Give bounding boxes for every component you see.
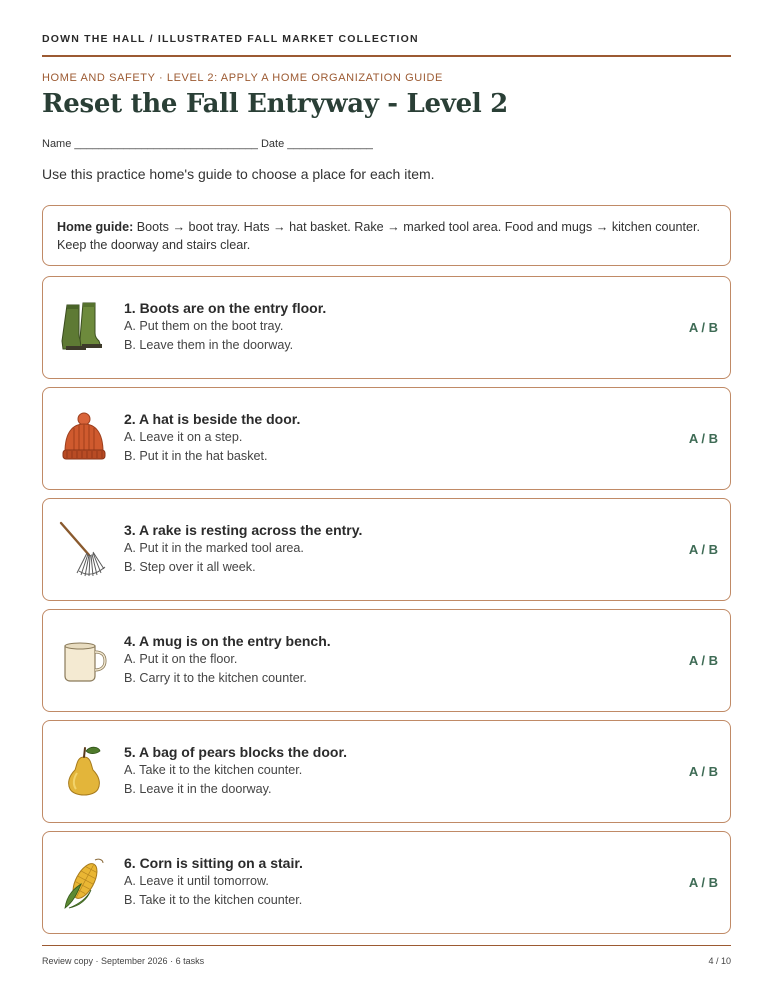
page-number: 4 / 10 <box>708 956 731 966</box>
task-card-4 <box>42 609 731 712</box>
task-option-a: A. Leave it on a step. <box>124 430 243 444</box>
answer-choice[interactable]: A / B <box>688 764 718 779</box>
task-option-b: B. Carry it to the kitchen counter. <box>124 671 307 685</box>
task-option-b: B. Step over it all week. <box>124 560 256 574</box>
answer-choice[interactable]: A / B <box>688 320 718 335</box>
mug-icon <box>57 632 111 688</box>
task-option-a: A. Leave it until tomorrow. <box>124 874 269 888</box>
task-card-1 <box>42 276 731 379</box>
home-guide-label: Home guide: <box>57 220 134 234</box>
task-option-b: B. Leave them in the doorway. <box>124 338 294 352</box>
task-question: 2. A hat is beside the door. <box>124 411 301 427</box>
task-card-2 <box>42 387 731 490</box>
instruction-text: Use this practice home's guide to choose a place for each item. <box>42 166 435 182</box>
rake-icon <box>57 521 111 577</box>
worksheet-page <box>42 0 731 1000</box>
answer-choice[interactable]: A / B <box>688 875 718 890</box>
task-question: 5. A bag of pears blocks the door. <box>124 744 348 760</box>
task-option-b: B. Leave it in the doorway. <box>124 782 272 796</box>
task-option-a: A. Put it in the marked tool area. <box>124 541 304 555</box>
task-card-3 <box>42 498 731 601</box>
answer-choice[interactable]: A / B <box>688 653 718 668</box>
task-card-5 <box>42 720 731 823</box>
task-card-6 <box>42 831 731 934</box>
footer-rule <box>42 945 731 946</box>
page-title: Reset the Fall Entryway - Level 2 <box>42 89 508 119</box>
task-option-a: A. Put them on the boot tray. <box>124 319 284 333</box>
series-title: DOWN THE HALL / ILLUSTRATED FALL MARKET COLLECTION <box>42 33 419 45</box>
task-question: 4. A mug is on the entry bench. <box>124 633 331 649</box>
pear-icon <box>57 743 111 799</box>
knit-hat-icon <box>57 410 111 466</box>
task-question: 3. A rake is resting across the entry. <box>124 522 363 538</box>
task-question: 1. Boots are on the entry floor. <box>124 300 327 316</box>
task-option-a: A. Take it to the kitchen counter. <box>124 763 303 777</box>
home-guide-text: Boots → boot tray. Hats → hat basket. Rake → marked tool area. Food and mugs → kitchen counter. Keep the doorway and stairs clear. <box>57 220 701 252</box>
answer-choice[interactable]: A / B <box>688 431 718 446</box>
header-rule <box>42 55 731 57</box>
answer-choice[interactable]: A / B <box>688 542 718 557</box>
boots-icon <box>57 299 111 355</box>
unit-label: HOME AND SAFETY · LEVEL 2: APPLY A HOME ORGANIZATION GUIDE <box>42 72 443 84</box>
task-question: 6. Corn is sitting on a stair. <box>124 855 303 871</box>
task-option-b: B. Take it to the kitchen counter. <box>124 893 303 907</box>
corn-icon <box>57 854 111 910</box>
home-guide-box <box>42 205 731 266</box>
task-option-a: A. Put it on the floor. <box>124 652 238 666</box>
name-date-line: Name ______________________________ Date ______________ <box>42 138 373 150</box>
footer-info: Review copy · September 2026 · 6 tasks <box>42 956 205 966</box>
task-option-b: B. Put it in the hat basket. <box>124 449 268 463</box>
